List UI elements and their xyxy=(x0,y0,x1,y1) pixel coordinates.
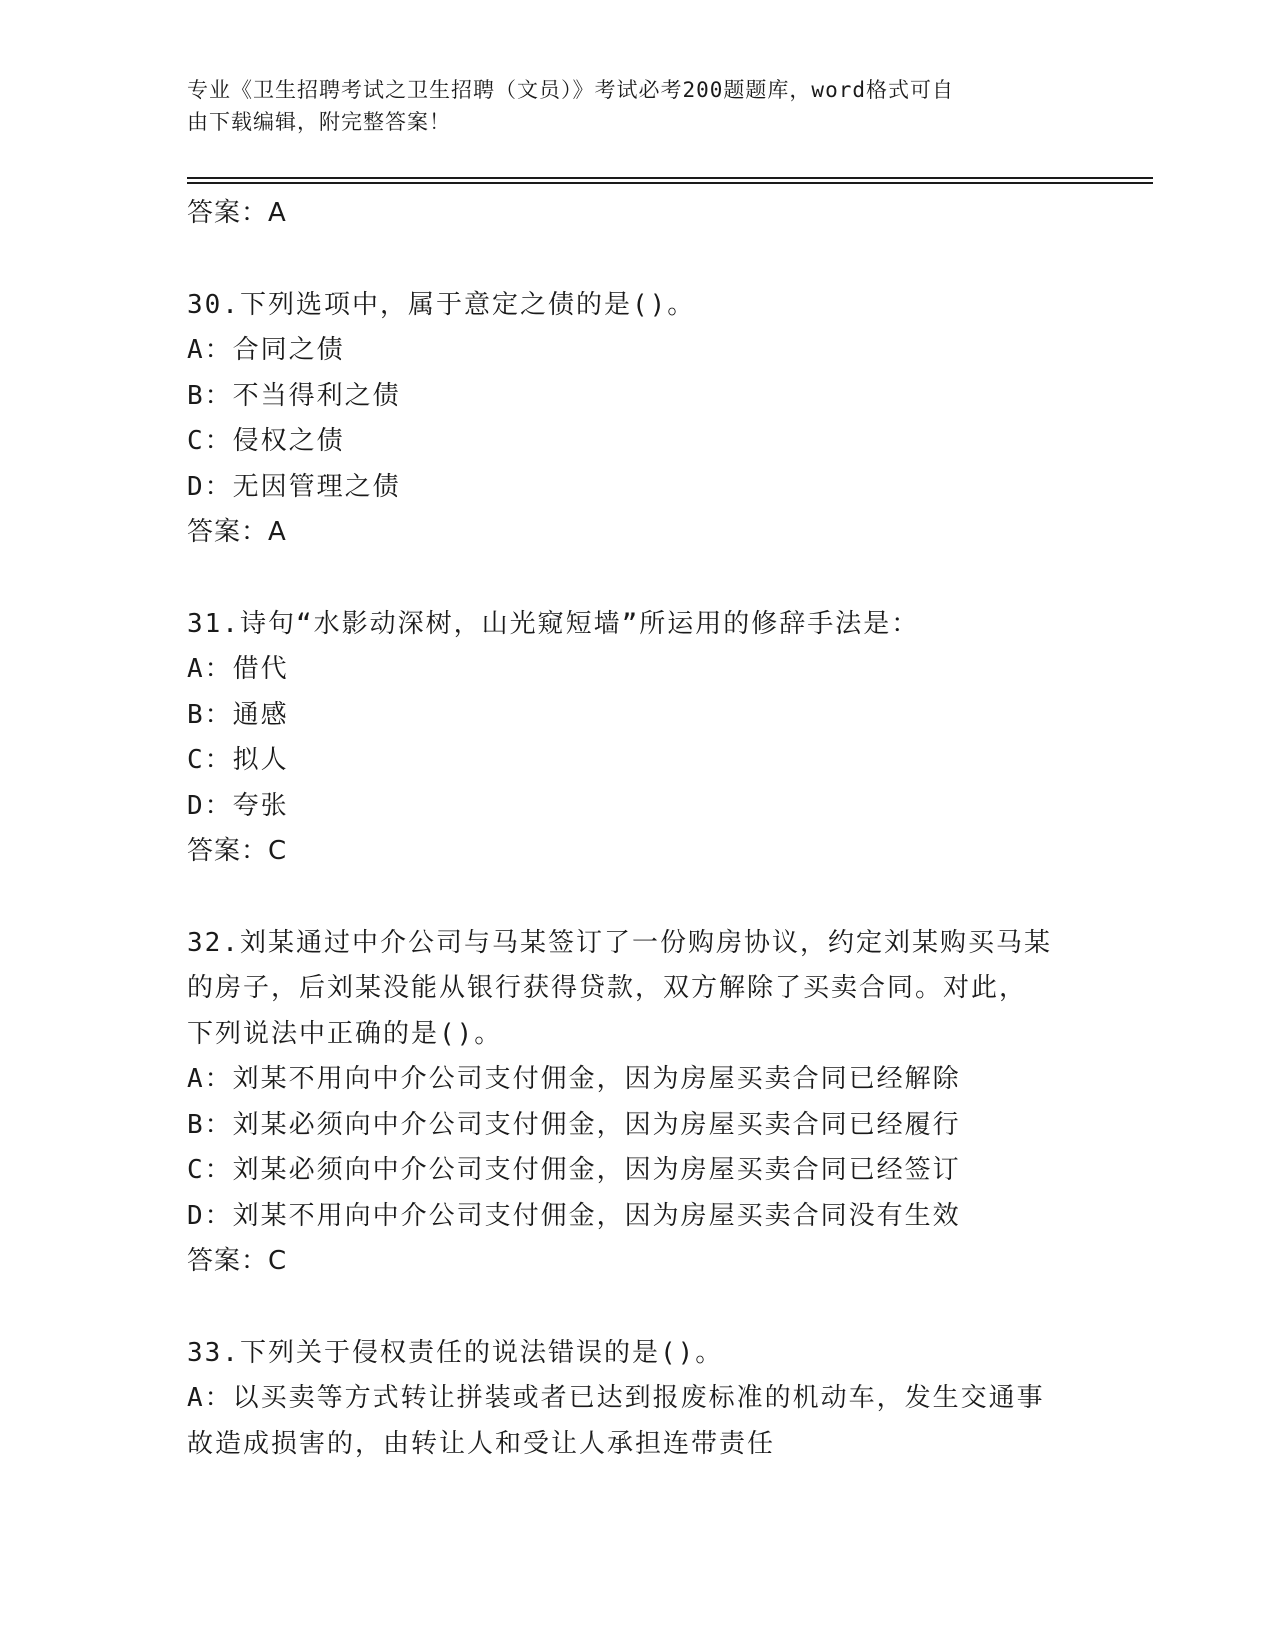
question-stem: 30.下列选项中，属于意定之债的是()。 xyxy=(187,289,696,320)
option-d: D：无因管理之债 xyxy=(187,471,401,502)
header-line-2: 由下载编辑，附完整答案！ xyxy=(187,110,451,134)
question-31 xyxy=(187,602,1087,875)
question-stem-line-2: 的房子，后刘某没能从银行获得贷款，双方解除了买卖合同。对此， xyxy=(187,973,1028,1003)
option-a-line-1: A：以买卖等方式转让拼装或者已达到报废标准的机动车，发生交通事 xyxy=(187,1383,1045,1413)
question-30 xyxy=(187,283,1087,556)
question-33 xyxy=(187,1331,1087,1468)
question-list xyxy=(187,191,1087,1467)
option-a: A：借代 xyxy=(187,654,289,684)
option-b: B：不当得利之债 xyxy=(187,380,401,411)
option-c: C：刘某必须向中介公司支付佣金，因为房屋买卖合同已经签订 xyxy=(187,1155,961,1185)
question-32 xyxy=(187,921,1087,1285)
header-rule-top xyxy=(187,177,1153,179)
header-rule-bottom xyxy=(187,182,1153,184)
option-c: C：侵权之债 xyxy=(187,426,345,456)
question-stem-line-1: 32.刘某通过中介公司与马某签订了一份购房协议，约定刘某购买马某 xyxy=(187,927,1052,958)
option-a-line-2: 故造成损害的，由转让人和受让人承担连带责任 xyxy=(187,1428,776,1459)
header-line-1: 专业《卫生招聘考试之卫生招聘（文员）》考试必考200题题库，word格式可自 xyxy=(187,78,954,102)
option-d: D：夸张 xyxy=(187,790,289,821)
question-stem: 31.诗句“水影动深树，山光窥短墙”所运用的修辞手法是： xyxy=(187,608,920,639)
option-b: B：通感 xyxy=(187,699,289,730)
previous-answer: 答案：A xyxy=(187,198,287,228)
answer: 答案：C xyxy=(187,836,288,866)
option-a: A：合同之债 xyxy=(187,335,345,365)
question-stem: 33.下列关于侵权责任的说法错误的是()。 xyxy=(187,1337,724,1368)
answer: 答案：A xyxy=(187,517,287,547)
option-b: B：刘某必须向中介公司支付佣金，因为房屋买卖合同已经履行 xyxy=(187,1109,961,1140)
option-c: C：拟人 xyxy=(187,745,289,775)
option-d: D：刘某不用向中介公司支付佣金，因为房屋买卖合同没有生效 xyxy=(187,1200,961,1231)
document-header xyxy=(187,74,1087,138)
option-a: A：刘某不用向中介公司支付佣金，因为房屋买卖合同已经解除 xyxy=(187,1064,961,1094)
question-stem-line-3: 下列说法中正确的是()。 xyxy=(187,1018,503,1049)
answer: 答案：C xyxy=(187,1246,288,1276)
